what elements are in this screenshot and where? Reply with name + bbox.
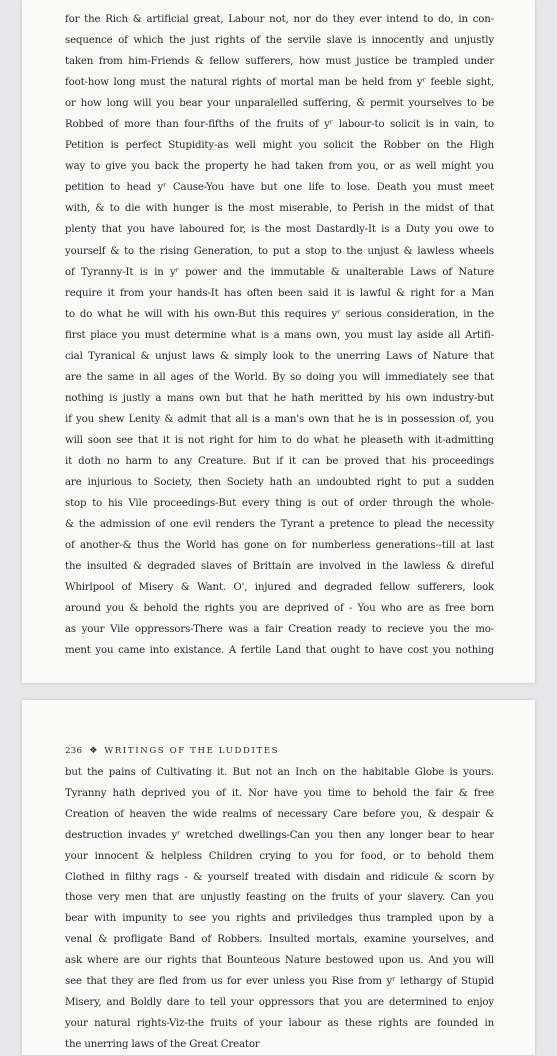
text-line: nothing is justly a mans own but that he hath meritted by his own industry-but [65,392,494,404]
text-line: the insulted & degraded slaves of Brittain are involved in the lawless & direful [65,561,494,573]
text-line: see that they are fled from us for ever unless you Rise from yʳ lethargy of Stupid [65,976,494,988]
text-line: it doth no harm to any Creature. But if it can be proved that his proceedings [65,455,494,467]
text-line: with, & to die with hunger is the most miserable, to Perish in the midst of that [65,203,494,215]
page-body-text [65,763,494,1056]
text-line: to do what he will with his own-But this requires yʳ serious consideration, in the [65,308,494,320]
text-line: petition to head yʳ Cause-You have but one life to lose. Death you must meet [65,182,494,194]
text-line: taken from him-Friends & fellow sufferers, how must justice be trampled under [65,56,494,68]
text-line: are the same in all ages of the World. By so doing you will immediately see that [65,371,494,383]
text-line: but the pains of Cultivating it. But not an Inch on the habitable Globe is yours. [65,767,494,778]
text-line: stop to his Vile proceedings-But every thing is out of order through the whole- [65,498,494,510]
text-line: or how long will you bear your unparalelled suffering, & permit yourselves to be [65,98,494,110]
text-line: foot-how long must the natural rights of mortal man be held from yʳ feeble sight, [65,77,494,89]
text-line: venal & profligate Band of Robbers. Insulted mortals, examine yourselves, and [65,934,494,946]
book-page-bottom [22,700,535,1055]
page-body-text [65,9,494,661]
text-line: bear with impunity to see you rights and priviledges thus trampled upon by a [65,913,494,925]
text-line: & the admission of one evil renders the Tyrant a pretence to plead the necessity [65,519,494,531]
text-line: as your Vile oppressors-There was a fair Creation ready to recieve you the mo- [65,624,494,636]
text-line: yourself & to the rising Generation, to put a stop to the unjust & lawless wheels [65,245,494,257]
text-line: around you & behold the rights you are deprived of - You who are as free born [65,603,494,615]
text-line: ask where are our rights that Bounteous Nature bestowed upon us. And you will [65,955,494,967]
text-line: the unerring laws of the Great Creator [65,1038,260,1050]
page-number: 236 [65,746,83,756]
book-page-top [22,0,535,683]
text-line: sequence of which the just rights of the servile slave is innocently and unjustly [65,35,494,47]
text-line: Creation of heaven the wide realms of necessary Care before you, & despair & [65,808,494,820]
text-line: your innocent & helpless Children crying to you for food, or to behold them [65,850,494,862]
text-line: ment you came into existance. A fertile Land that ought to have cost you nothing [65,645,494,657]
text-line: way to give you back the property he had taken from you, or as well might you [65,161,494,173]
text-line: those very men that are unjustly feasting on the fruits of your slavery. Can you [65,892,494,904]
text-line: Whirlpool of Misery & Want. O', injured and degraded fellow sufferers, look [65,582,494,594]
text-line: Misery, and Boldly dare to tell your oppressors that you are determined to enjoy [65,996,494,1008]
text-line: of another-& thus the World has gone on for numberless generations--till at last [65,540,494,552]
fleuron-icon: ❖ [89,746,98,756]
text-line: your natural rights-Viz-the fruits of your labour as these rights are founded in [65,1017,494,1029]
text-line: Robbed of more than four-fifths of the fruits of yʳ labour-to solicit is in vain, to [65,119,494,131]
text-line: Petition is perfect Stupidity-as well might you solicit the Robber on the High [65,140,494,152]
text-line: will soon see that it is not right for him to do what he pleaseth with it-admitting [65,434,494,446]
text-line: for the Rich & artificial great, Labour not, nor do they ever intend to do, in con- [65,14,494,25]
running-head-title: WRITINGS OF THE LUDDITES [104,746,280,756]
text-line: Clothed in filthy rags - & yourself treated with disdain and ridicule & scorn by [65,871,494,883]
text-line: first place you must determine what is a mans own, you must lay aside all Artifi- [65,329,494,341]
text-line: Tyranny hath deprived you of it. Nor have you time to behold the fair & free [65,787,494,799]
text-line: destruction invades yʳ wretched dwellings-Can you then any longer bear to hear [65,829,494,841]
text-line: plenty that you have laboured for, is the most Dastardly-It is a Duty you owe to [65,224,494,236]
text-line: require it from your hands-It has often been said it is lawful & right for a Man [65,287,494,299]
text-line: cial Tyranical & unjust laws & simply look to the unerring Laws of Nature that [65,350,494,362]
text-line: are injurious to Society, then Society hath an undoubted right to put a sudden [65,477,494,489]
text-line: of Tyranny-It is in yʳ power and the immutable & unalterable Laws of Nature [65,266,494,278]
running-head [65,746,279,757]
text-line: if you shew Lenity & admit that all is a man's own that he is in possession of, you [65,413,494,425]
